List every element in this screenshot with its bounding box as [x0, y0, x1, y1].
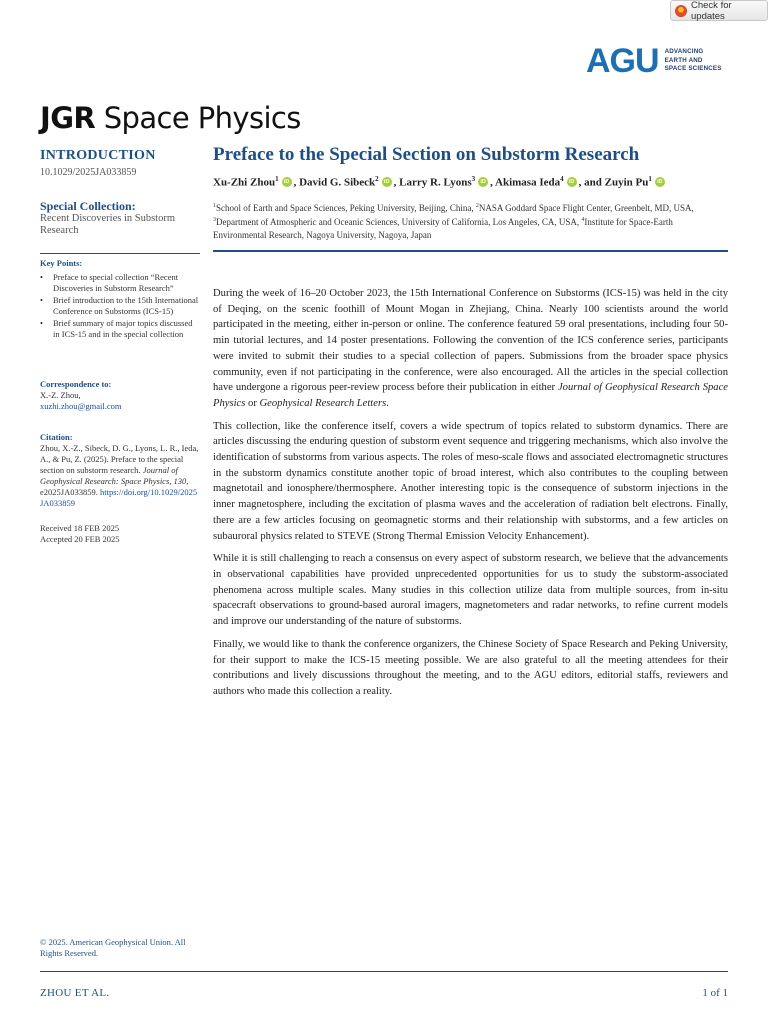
paragraph	[213, 286, 728, 412]
citation-tail: e2025JA033859.	[40, 487, 100, 497]
affiliation: Department of Atmospheric and Oceanic Sciences, University of California, Los Angeles, CA, USA,	[216, 217, 582, 228]
agu-tagline-line: SPACE SCIENCES	[664, 65, 722, 73]
journal-title	[40, 101, 301, 135]
header-divider	[213, 250, 728, 252]
agu-tagline	[665, 48, 722, 74]
author-affil-sup: 2	[375, 175, 379, 183]
agu-tagline-line: ADVANCING	[664, 48, 704, 56]
author-name: Akimasa Ieda	[495, 176, 561, 189]
special-collection-text: Recent Discoveries in Substorm Research	[40, 213, 176, 236]
dates	[40, 523, 200, 545]
citation-label: Citation:	[40, 432, 73, 442]
author-separator: , and	[578, 176, 605, 189]
agu-tagline-line: EARTH AND	[664, 56, 703, 64]
agu-logo-word: AGU	[586, 42, 659, 80]
orcid-icon[interactable]	[655, 177, 665, 187]
copyright-notice: © 2025. American Geophysical Union. All Rights Reserved.	[40, 937, 186, 958]
author-name: David G. Sibeck	[299, 176, 376, 189]
main-column	[213, 144, 728, 707]
paragraph: While it is still challenging to reach a consensus on every aspect of substorm research, we believe that the advancements in observational capabilities have provided unprecedented opportunities for us to study the substorm-associated phenomena across multiple scales. Many studies in this collection utilize data from multiple sources, from in-situ spacecraft observations to ground-based auroral imagers, magnetometers and radar networks, to refine current models and improve our understanding of the nature of substorms.	[213, 553, 728, 628]
orcid-icon[interactable]	[478, 177, 488, 187]
citation-text: Zhou, X.-Z., Sibeck, D. G., Lyons, L. R., Ieda, A., & Pu, Z. (2025). Preface to the special section on substorm research.	[40, 443, 199, 475]
author-separator: ,	[293, 176, 300, 189]
agu-logo	[586, 44, 722, 78]
paragraph-text: .	[386, 397, 389, 409]
author-affil-sup: 1	[648, 175, 652, 183]
correspondence-label: Correspondence to:	[40, 379, 112, 389]
correspondence-name: X.-Z. Zhou,	[40, 390, 81, 400]
author-name: Xu-Zhi Zhou	[213, 176, 276, 189]
journal-title-rest: Space Physics	[95, 101, 301, 135]
key-point: • Preface to special collection “Recent Discoveries in Substorm Research”	[40, 272, 200, 293]
footer-authors: ZHOU ET AL.	[40, 987, 110, 999]
key-point: • Brief summary of major topics discussed in ICS-15 and in the special collection	[40, 318, 200, 339]
accepted-date: Accepted 20 FEB 2025	[40, 534, 120, 544]
author-affil-sup: 1	[275, 175, 279, 183]
author-separator: ,	[490, 176, 496, 189]
affiliations	[213, 200, 728, 242]
orcid-icon[interactable]	[382, 177, 392, 187]
citation-journal: Journal of Geophysical Research: Space Physics, 130,	[40, 465, 189, 486]
crossmark-icon	[675, 5, 687, 17]
sidebar	[40, 148, 200, 545]
sidebar-divider	[40, 253, 200, 254]
article-body	[213, 286, 728, 700]
journal-title-bold: JGR	[40, 101, 96, 135]
paragraph: This collection, like the conference itself, covers a wide spectrum of topics related to substorm dynamics. There are articles discussing the enduring question of substorm event sequence and triggering mechanisms, which also involve the identification of substorms from various aspects. The roles of meso-scale flows and associated electromagnetic structures in the substorm dynamics constitute another topic of broad interest, which also contributes to the coupling between magnetotail and ionosphere/thermosphere. Another interesting topic is the consequence of substorm injections in the inner magnetosphere, including the excitation of plasma waves and the acceleration of radiation belt electrons. Finally, there are a few articles focusing on geomagnetic storms and their relationship with substorms, and a few articles on subauroral physics related to STEVE (Strong Thermal Emission Velocity Enhancement).	[213, 420, 728, 542]
journal-ref: Journal of Geophysical Research Space Physics	[213, 382, 728, 409]
check-for-updates-label: Check for updates	[691, 0, 732, 22]
affil-sup: 2	[475, 202, 479, 209]
paragraph-text: During the week of 16–20 October 2023, the 15th International Conference on Substorms (ICS-15) was held in the city of Deqing, on the scenic foothill of Mount Mogan in Zhejiang, China. Nearly 100 scientists around the world participated in the meeting, either in-person or online. The conference featured 59 oral presentations, including four 50-min tutorial lectures, and 14 poster presentations. Following the convention of the ICS conference series, participants were invited to submit their studies to a special collection of papers. Submissions from the broader space physics community, even if not participating in the conference, were also encouraged. All the articles in the special collection have undergone a rigorous peer-review process before their publication in either	[213, 288, 728, 394]
key-point: • Brief introduction to the 15th International Conference on Substorms (ICS-15)	[40, 295, 200, 316]
paragraph: Finally, we would like to thank the conference organizers, the Chinese Society of Space Research and Peking University, for their support to make the ICS-15 meeting possible. We are also grateful to all the meeting attendees for their contributions and lively discussions throughout the meeting, and to the AGU editors, editorial staffs, reviewers and authors who made this collection a reality.	[213, 638, 728, 697]
author-affil-sup: 4	[560, 175, 564, 183]
orcid-icon[interactable]	[567, 177, 577, 187]
author-list	[213, 172, 728, 190]
author-separator: ,	[393, 176, 400, 189]
author-name: Zuyin Pu	[604, 176, 649, 189]
author-affil-sup: 3	[471, 175, 476, 183]
orcid-icon[interactable]	[282, 177, 292, 187]
citation-block	[40, 443, 200, 509]
journal-ref: Geophysical Research Letters	[259, 397, 387, 409]
received-date: Received 18 FEB 2025	[40, 523, 120, 533]
section-type: INTRODUCTION	[40, 148, 156, 163]
affil-sup: 1	[213, 202, 216, 209]
doi: 10.1029/2025JA033859	[40, 167, 137, 178]
correspondence-email-link[interactable]: xuzhi.zhou@gmail.com	[40, 401, 122, 411]
affiliation: NASA Goddard Space Flight Center, Greenbelt, MD, USA,	[478, 202, 694, 213]
author-name: Larry R. Lyons	[399, 176, 472, 189]
footer-divider	[40, 971, 728, 972]
affiliation: School of Earth and Space Sciences, Peking University, Beijing, China,	[216, 202, 476, 213]
affil-sup: 4	[581, 217, 585, 224]
key-points-list	[40, 272, 200, 339]
affil-sup: 3	[213, 217, 216, 224]
check-for-updates-button[interactable]	[670, 0, 768, 21]
key-points-label: Key Points:	[40, 258, 83, 268]
citation-doi-link[interactable]: https://doi.org/10.1029/2025JA033859	[40, 487, 198, 508]
article-title: Preface to the Special Section on Substorm Research	[213, 144, 640, 165]
page-number: 1 of 1	[702, 987, 728, 999]
affiliation: Institute for Space-Earth Environmental Research, Nagoya University, Nagoya, Japan	[213, 217, 673, 241]
paragraph-text: or	[245, 397, 260, 409]
special-collection-label: Special Collection:	[40, 199, 136, 213]
